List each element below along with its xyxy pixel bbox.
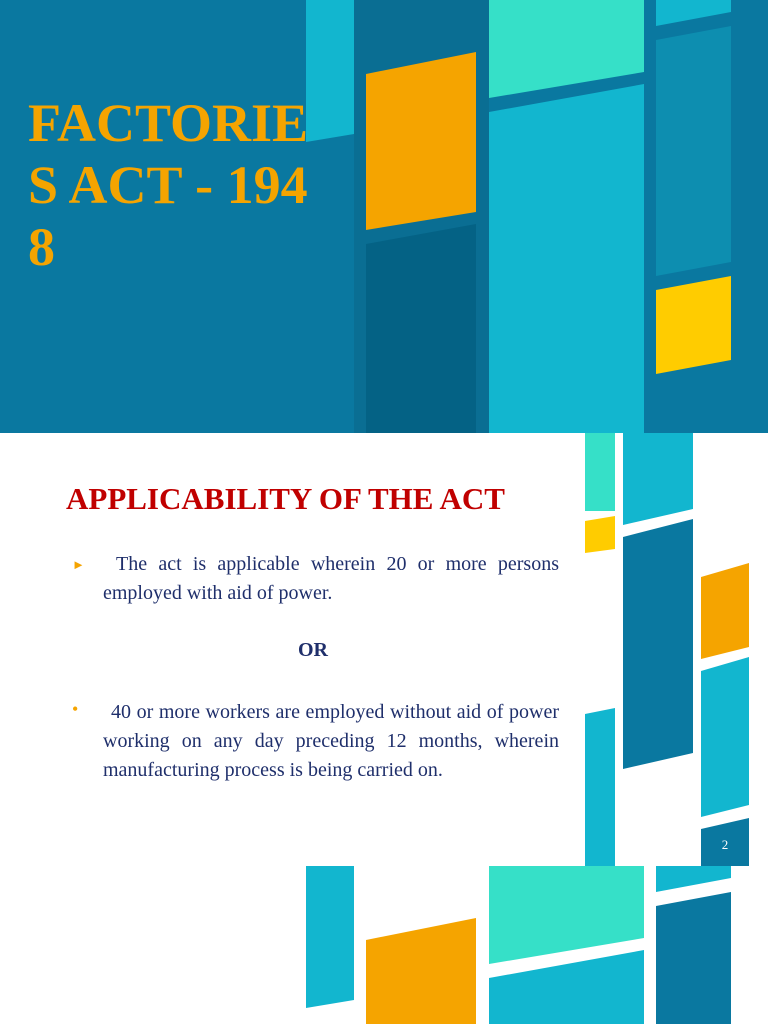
slide-heading: APPLICABILITY OF THE ACT: [66, 481, 505, 516]
deco-mid-blue-tile: [656, 26, 731, 276]
deco-yellow-square: [585, 516, 615, 553]
deco-yellow-tile: [656, 276, 731, 374]
title-slide: [0, 0, 768, 433]
deco-cyan-block: [623, 433, 693, 525]
deco-small-cyan-tile-2: [656, 866, 731, 892]
triangle-bullet-icon: ►: [72, 557, 85, 572]
next-slide-decoration: [0, 866, 768, 1024]
content-slide: [0, 433, 768, 866]
deco-deep-tile: [366, 224, 476, 433]
deco-cyan-block-right: [701, 657, 749, 817]
dot-bullet-icon: •: [72, 699, 79, 719]
deco-teal-strip: [585, 433, 615, 511]
deco-cyan-strip: [585, 708, 615, 866]
page-number: 2: [721, 837, 729, 852]
deco-teal-tile: [489, 0, 644, 98]
deco-teal-tile-2: [489, 866, 644, 964]
deco-orange-tile: [366, 52, 476, 230]
deco-cyan-bar-2: [306, 866, 354, 1008]
deco-orange-tile-2: [366, 918, 476, 1024]
deco-cyan-tile-2: [489, 950, 644, 1024]
bullet-text-1: The act is applicable wherein 20 or more persons employed with aid of power.: [103, 553, 559, 604]
deco-blue-tile-2: [656, 892, 731, 1024]
next-slide-preview: [0, 866, 768, 1024]
deco-small-cyan-tile: [656, 0, 731, 26]
deco-blue-block: [623, 519, 693, 769]
presentation-title: FACTORIES ACT - 1948: [28, 93, 309, 277]
bullet-text-2: 40 or more workers are employed without aid of power working on any day preceding 12 months, wherein manufacturing process is being carried on.: [103, 701, 559, 781]
deco-cyan-tile: [489, 84, 644, 433]
deco-orange-block: [701, 563, 749, 659]
or-separator: OR: [298, 639, 328, 661]
